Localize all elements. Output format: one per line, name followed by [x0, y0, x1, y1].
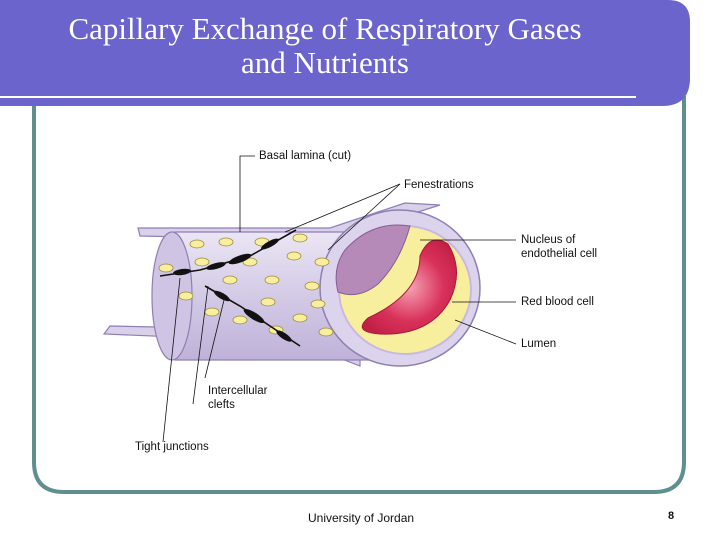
label-nucleus	[521, 233, 597, 261]
label-nucleus-line1: Nucleus of	[521, 234, 576, 246]
slide-title-line1: Capillary Exchange of Respiratory Gases	[68, 11, 582, 46]
capillary-illustration	[104, 156, 516, 442]
label-fenestrations: Fenestrations	[404, 179, 474, 191]
page-number: 8	[668, 510, 675, 522]
label-intercellular-line2: clefts	[208, 399, 235, 411]
label-lumen: Lumen	[521, 338, 557, 350]
label-red-blood-cell: Red blood cell	[521, 296, 594, 308]
footer-text: University of Jordan	[308, 511, 415, 525]
slide-title	[0, 12, 650, 80]
label-tight-junctions: Tight junctions	[135, 441, 209, 453]
slide-title-line2: and Nutrients	[241, 45, 409, 80]
label-nucleus-line2: endothelial cell	[521, 248, 598, 260]
label-intercellular-clefts	[208, 384, 267, 412]
label-basal-lamina: Basal lamina (cut)	[259, 150, 352, 162]
label-intercellular-line1: Intercellular	[208, 385, 268, 397]
